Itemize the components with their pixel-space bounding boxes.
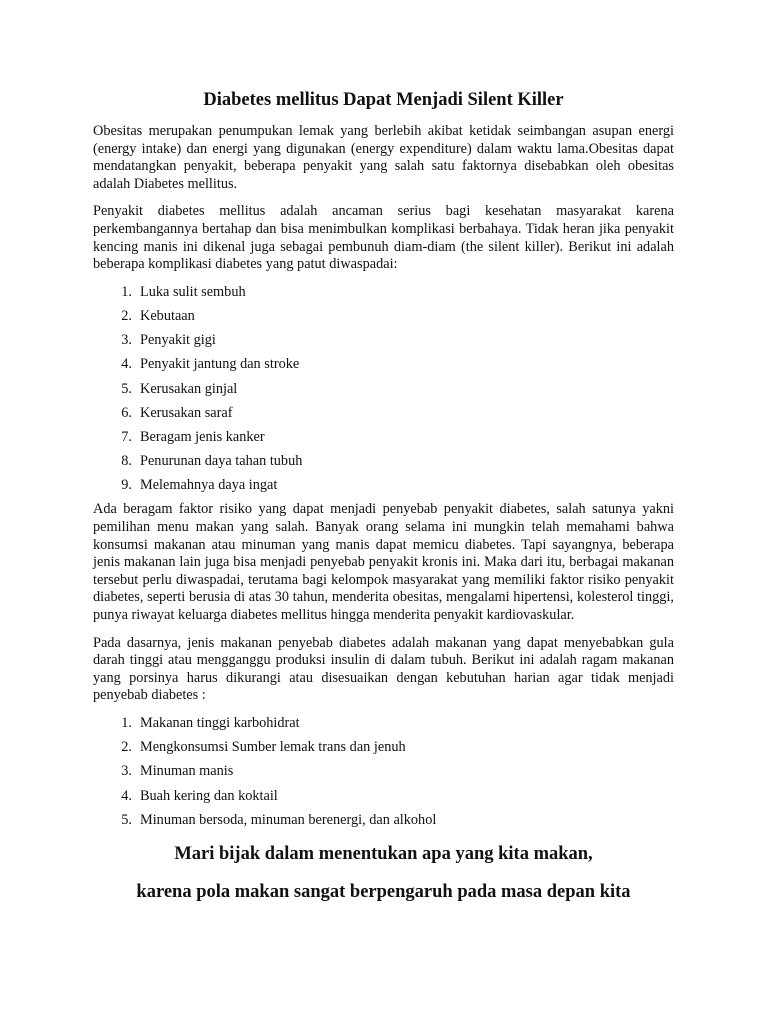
document-page	[93, 88, 674, 904]
list-item: 2. Kebutaan	[121, 307, 195, 324]
list-item: 3. Minuman manis	[121, 763, 234, 780]
paragraph-risk-factors: Ada beragam faktor risiko yang dapat menjadi penyebab penyakit diabetes, salah satunya yakni pemilihan menu makan yang salah. Banyak orang selama ini mungkin telah memahami bahwa konsumsi makanan atau minuman yang manis dapat memicu diabetes. Tapi sayangnya, beberapa jenis makanan lain juga bisa menjadi penyebab penyakit kronis ini. Maka dari itu, berbagai makanan tersebut perlu diwaspadai, terutama bagi kelompok masyarakat yang memiliki faktor risiko penyakit diabetes, seperti berusia di atas 30 tahun, menderita obesitas, mengalami hipertensi, kolesterol tinggi, punya riwayat keluarga diabetes mellitus hingga menderita penyakit kardiovaskular.	[93, 501, 674, 623]
list-item: 5. Minuman bersoda, minuman berenergi, dan alkohol	[121, 811, 437, 828]
list-item: 1. Makanan tinggi karbohidrat	[121, 714, 300, 731]
paragraph-obesitas: Obesitas merupakan penumpukan lemak yang berlebih akibat ketidak seimbangan asupan energi (energy intake) dan energi yang digunakan (energy expenditure) dalam waktu lama.Obesitas dapat mendatangkan penyakit, beberapa penyakit yang salah satu faktornya disebabkan oleh obesitas adalah Diabetes mellitus.	[93, 123, 674, 192]
list-item: 4. Penyakit jantung dan stroke	[121, 356, 300, 373]
closing-line-2: karena pola makan sangat berpengaruh pada masa depan kita	[136, 881, 631, 902]
list-item: 1. Luka sulit sembuh	[121, 283, 246, 300]
list-item: 3. Penyakit gigi	[121, 332, 216, 349]
list-item: 5. Kerusakan ginjal	[121, 380, 238, 397]
paragraph-food-causes: Pada dasarnya, jenis makanan penyebab diabetes adalah makanan yang dapat menyebabkan gula darah tinggi atau mengganggu produksi insulin di dalam tubuh. Berikut ini adalah ragam makanan yang porsinya harus dikurangi atau disesuaikan dengan kebutuhan harian agar tidak menjadi penyebab diabetes :	[93, 634, 674, 704]
list-item: 6. Kerusakan saraf	[121, 404, 233, 421]
list-item: 7. Beragam jenis kanker	[121, 428, 265, 445]
paragraph-diabetes-threat: Penyakit diabetes mellitus adalah ancaman serius bagi kesehatan masyarakat karena perkembangannya bertahap dan bisa menimbulkan komplikasi berbahaya. Tidak heran jika penyakit kencing manis ini dikenal juga sebagai pembunuh diam-diam (the silent killer). Berikut ini adalah beberapa komplikasi diabetes yang patut diwaspadai:	[93, 203, 674, 273]
page-title: Diabetes mellitus Dapat Menjadi Silent Killer	[203, 90, 564, 110]
list-item: 9. Melemahnya daya ingat	[121, 477, 278, 494]
list-item: 4. Buah kering dan koktail	[121, 787, 278, 804]
complications-list	[93, 284, 674, 502]
list-item: 8. Penurunan daya tahan tubuh	[121, 453, 303, 470]
list-item: 2. Mengkonsumsi Sumber lemak trans dan jenuh	[121, 739, 406, 756]
foods-list	[93, 715, 674, 836]
closing-line-1: Mari bijak dalam menentukan apa yang kita makan,	[174, 843, 593, 864]
